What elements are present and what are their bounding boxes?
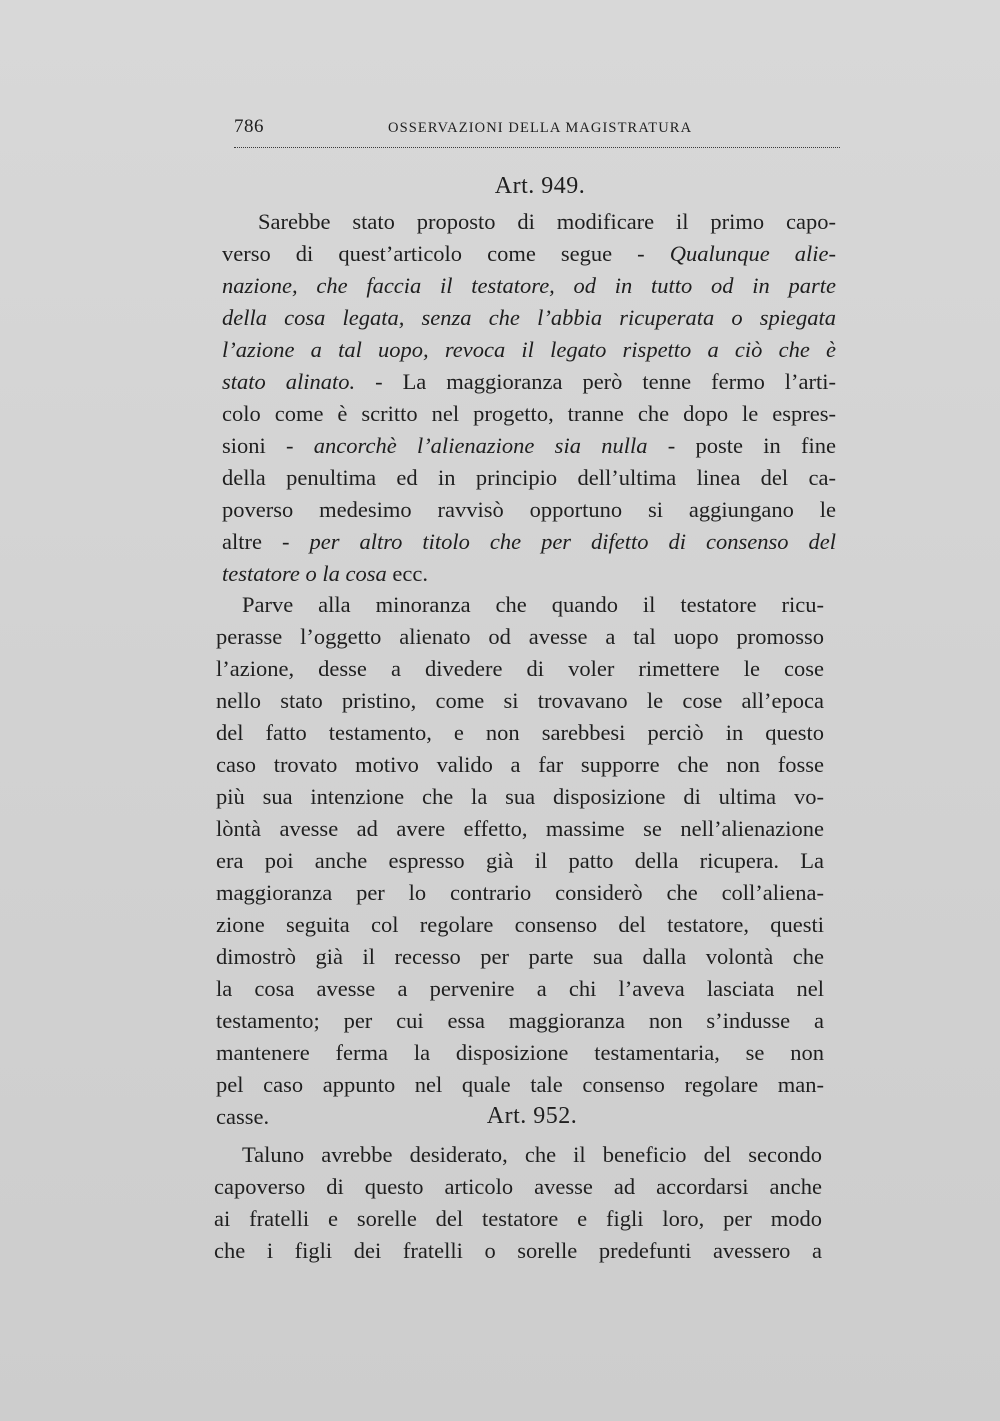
text-line: era poi anche espresso già il patto della ricupera. La <box>216 848 824 873</box>
text-line: colo come è scritto nel progetto, tranne che dopo le espres- <box>222 401 836 426</box>
text-line: perasse l’oggetto alienato od avesse a tal uopo promosso <box>216 624 824 649</box>
text-line: testamento; per cui essa maggioranza non s’indusse a <box>216 1008 824 1033</box>
text-line: capoverso di questo articolo avesse ad accordarsi anche <box>214 1174 822 1199</box>
text-line: che i figli dei fratelli o sorelle predefunti avessero a <box>214 1238 822 1263</box>
text-line: la cosa avesse a pervenire a chi l’aveva lasciata nel <box>216 976 824 1001</box>
text-line: stato alinato. - La maggioranza però tenne fermo l’arti- <box>222 369 837 394</box>
text-line: più sua intenzione che la sua disposizione di ultima vo- <box>216 784 824 809</box>
text-line: pel caso appunto nel quale tale consenso regolare man- <box>216 1072 824 1097</box>
text-line: dimostrò già il recesso per parte sua dalla volontà che <box>216 944 824 969</box>
text-line: poverso medesimo ravvisò opportuno si aggiungano le <box>222 497 836 522</box>
text-line: altre - per altro titolo che per difetto di consenso del <box>222 529 836 554</box>
text-line: testatore o la cosa ecc. <box>222 561 428 586</box>
text-line: caso trovato motivo valido a far supporre che non fosse <box>216 752 824 777</box>
running-head: OSSERVAZIONI DELLA MAGISTRATURA <box>388 120 693 136</box>
article-heading-949: Art. 949. <box>494 173 586 199</box>
text-line: della cosa legata, senza che l’abbia ricuperata o spiegata <box>222 305 836 330</box>
header-rule <box>234 147 840 148</box>
text-line: Taluno avrebbe desiderato, che il beneficio del secondo <box>242 1142 822 1167</box>
text-line: casse. <box>216 1104 270 1129</box>
text-line: nello stato pristino, come si trovavano le cose all’epoca <box>216 688 824 713</box>
text-line: della penultima ed in principio dell’ultima linea del ca- <box>222 465 836 490</box>
text-line: l’azione, desse a divedere di voler rimettere le cose <box>216 656 824 681</box>
text-line: maggioranza per lo contrario considerò che coll’aliena- <box>216 880 824 905</box>
text-line: ai fratelli e sorelle del testatore e figli loro, per modo <box>214 1206 822 1231</box>
article-heading-952: Art. 952. <box>486 1103 578 1129</box>
text-line: nazione, che faccia il testatore, od in tutto od in parte <box>222 273 836 298</box>
text-line: Parve alla minoranza che quando il testatore ricu- <box>242 592 824 617</box>
text-line: zione seguita col regolare consenso del testatore, questi <box>216 912 824 937</box>
page-number: 786 <box>234 116 264 137</box>
text-line: Sarebbe stato proposto di modificare il primo capo- <box>258 209 836 234</box>
text-line: sioni - ancorchè l’alienazione sia nulla - poste in fine <box>222 433 836 458</box>
page-header <box>234 112 840 152</box>
text-line: mantenere ferma la disposizione testamentaria, se non <box>216 1040 824 1065</box>
text-line: verso di quest’articolo come segue - Qualunque alie- <box>222 241 837 266</box>
text-line: del fatto testamento, e non sarebbesi perciò in questo <box>216 720 824 745</box>
text-line: l’azione a tal uopo, revoca il legato rispetto a ciò che è <box>222 337 836 362</box>
text-line: lòntà avesse ad avere effetto, massime se nell’alienazione <box>216 816 824 841</box>
